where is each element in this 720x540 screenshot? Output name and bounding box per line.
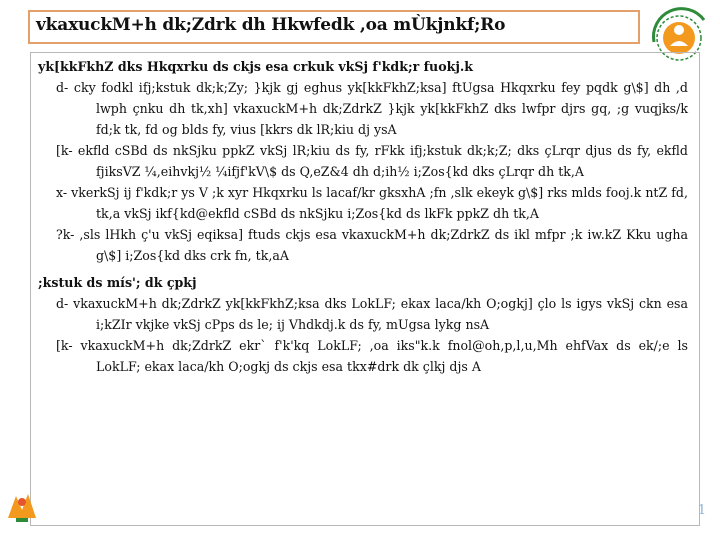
section-heading-beneficiary: yk[kkFkhZ dks Hkqxrku ds ckjs esa crkuk vkSj f'kdk;r fuokj.k xyxy=(38,59,473,74)
footer-logo xyxy=(2,488,42,536)
list-item: [k- vkaxuckM+h dk;ZdrkZ ekr` f'k'kq LokLF; ,oa iks"k.k fnol@oh,p,l,u,Mh ehfVax ds ek/;e ls LokLF; ekax laca/kh O;ogkj ds ckjs esa tkx#drk dk çlkj djs A xyxy=(56,338,688,374)
list-item: [k- ekfld cSBd ds nkSjku ppkZ vkSj lR;kiu ds fy, rFkk ifj;kstuk dk;k;Z; dks çLrqr djus ds fy, ekfld fjiksVZ ¼,eihvkj½ ¼ifjf'kV\$ ds Q,eZ&4 dh d;ih½ i;Zos{kd dks çLrqr dh tk,A xyxy=(56,143,688,179)
title-bar xyxy=(28,10,640,44)
list-item: x- vkerkSj ij f'kdk;r ys V ;k xyr Hkqxrku ls lacaf/kr gksxhA ;fn ,slk ekeyk g\$] rks mlds fooj.k ntZ fd, tk,a vkSj ikf{kd@ekfld cSBd ds nkSjku i;Zos{kd ds lkFk ppkZ dh tk,A xyxy=(56,185,688,221)
page-number: 1 xyxy=(697,503,706,518)
footer-emblem-icon xyxy=(2,488,42,528)
section-heading-promotion: ;kstuk ds mís'; dk çpkj xyxy=(38,275,197,290)
list-item: d- cky fodkl ifj;kstuk dk;k;Zy; }kjk gj eghus yk[kkFkhZ;ksa] ftUgsa Hkqxrku fey pqdk g\$] dh ,d lwph çnku dh tk,xh] vkaxuckM+h dk;ZdrkZ }kjk yk[kkFkhZ dks lwfpr djrs gq, ;g vuqjks/k fd;k tk, fd og blds fy, vius [kkrs dk lR;kiu dj ysA xyxy=(56,80,688,137)
page-title: vkaxuckM+h dk;Zdrk dh Hkwfedk ,oa mÙkjnkf;Ro xyxy=(36,15,506,35)
list-item: d- vkaxuckM+h dk;ZdrkZ yk[kkFkhZ;ksa dks LokLF; ekax laca/kh O;ogkj] çlo ls igys vkSj ckn esa i;kZIr vkjke vkSj cPps ds le; ij Vhdkdj.k ds fy, mUgsa lykg nsA xyxy=(56,296,688,332)
list-item: ?k- ,sls lHkh ç'u vkSj eqiksa] ftuds ckjs esa vkaxuckM+h dk;ZdrkZ ds ikl mfpr ;k iw.kZ Kku ugha g\$] i;Zos{kd dks crk fn, tk,aA xyxy=(56,227,688,263)
content-body xyxy=(38,56,688,377)
